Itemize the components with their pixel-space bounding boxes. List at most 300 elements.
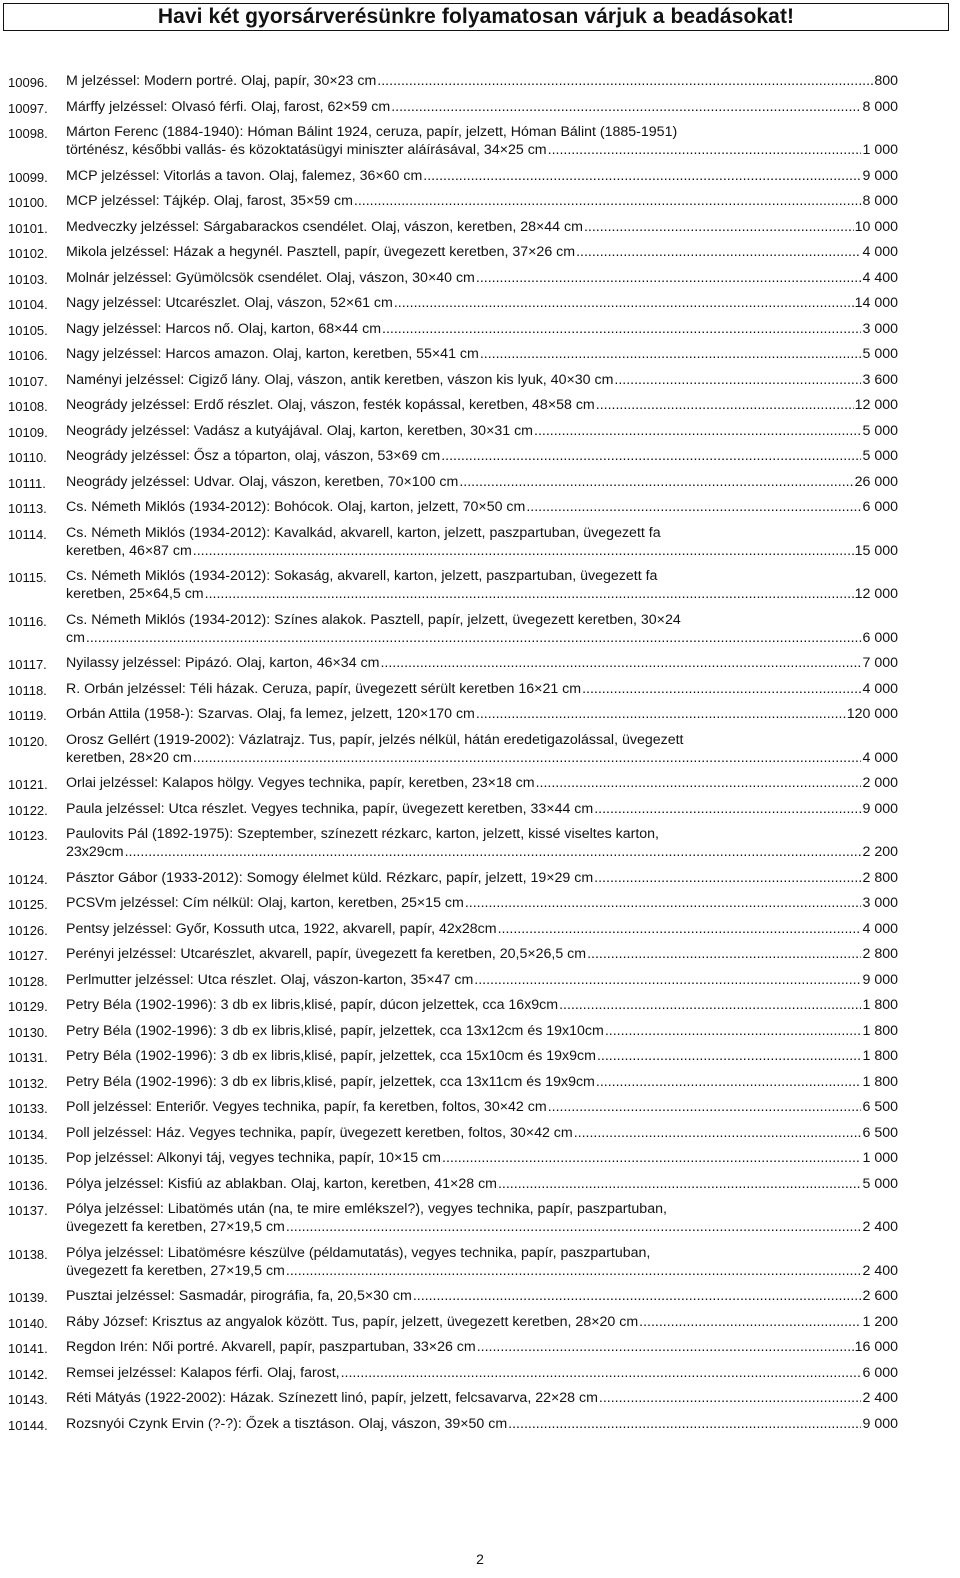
lot-price: 26 000 (854, 473, 898, 490)
lot-price: 12 000 (854, 397, 898, 413)
lot-number: 10136. (8, 1177, 48, 1193)
lot-item (0, 567, 960, 603)
lot-price: 12 000 (854, 586, 898, 602)
lot-number: 10134. (8, 1126, 48, 1142)
lot-text: 23x29cm (66, 844, 124, 860)
lot-number: 10110. (8, 450, 47, 465)
lot-item (0, 1124, 960, 1142)
lot-description (66, 1124, 898, 1142)
lot-description (66, 123, 898, 159)
lot-text-line (66, 611, 898, 629)
lot-price-line (66, 1364, 898, 1382)
lot-description (66, 218, 898, 236)
lot-price: 5 000 (862, 448, 898, 464)
lot-text-line (66, 567, 898, 585)
dot-leader (476, 705, 846, 723)
lot-text: M jelzéssel: Modern portré. Olaj, papír, 30×23 cm (66, 73, 377, 89)
lot-description (66, 167, 898, 185)
lot-item (0, 1022, 960, 1040)
dot-leader (476, 269, 862, 287)
lot-text: MCP jelzéssel: Tájkép. Olaj, farost, 35×59 cm (66, 193, 353, 209)
lot-number: 10124. (8, 871, 48, 887)
lot-item (0, 1389, 960, 1407)
lot-text-line (66, 731, 898, 749)
lot-price-line (66, 192, 898, 210)
lot-item (0, 524, 960, 560)
lot-price: 2 400 (862, 1262, 898, 1279)
lot-number: 10113. (8, 501, 47, 516)
lot-text: Márton Ferenc (1884-1940): Hóman Bálint 1924, ceruza, papír, jelzett, Hóman Bálint (1885-1951) (66, 124, 678, 140)
lot-price: 6 000 (862, 629, 898, 646)
lot-number: 10109. (8, 424, 48, 440)
lot-description (66, 98, 898, 116)
lot-price-line (66, 680, 898, 698)
lot-text-line (66, 524, 898, 542)
lot-item (0, 1073, 960, 1091)
lot-description (66, 1200, 898, 1236)
lot-item (0, 654, 960, 672)
dot-leader (548, 141, 862, 159)
lot-item (0, 1338, 960, 1356)
dot-leader (286, 1218, 862, 1236)
lot-price-line (66, 141, 898, 159)
lot-price-line (66, 774, 898, 792)
lot-price: 2 800 (862, 946, 898, 962)
lot-text: üvegezett fa keretben, 27×19,5 cm (66, 1262, 285, 1279)
lot-description (66, 1149, 898, 1167)
lot-number: 10111. (8, 475, 46, 491)
lot-description (66, 294, 898, 312)
lot-description (66, 422, 898, 440)
lot-price-line (66, 894, 898, 912)
lot-item (0, 731, 960, 767)
lot-price: 7 000 (862, 655, 898, 671)
lot-price-line (66, 843, 898, 861)
lot-text: Cs. Németh Miklós (1934-2012): Bohócok. Olaj, karton, jelzett, 70×50 cm (66, 499, 526, 515)
lot-text: Paulovits Pál (1892-1975): Szeptember, színezett rézkarc, karton, jelzett, kissé viseltes karton, (66, 826, 659, 842)
lot-price-line (66, 1313, 898, 1331)
dot-leader (584, 218, 854, 236)
lot-price: 1 800 (862, 997, 898, 1013)
lot-price: 16 000 (854, 1339, 898, 1355)
dot-leader (582, 680, 861, 698)
lot-number: 10105. (8, 322, 48, 338)
lot-text: Pólya jelzéssel: Libatömés után (na, te mire emlékszel?), vegyes technika, papír, paszpartuban, (66, 1201, 667, 1217)
lot-price: 1 000 (862, 1150, 898, 1166)
lot-price: 2 600 (862, 1288, 898, 1304)
lot-text: Cs. Németh Miklós (1934-2012): Színes alakok. Pasztell, papír, jelzett, üvegezett keretben, 30×24 (66, 611, 681, 628)
lot-description (66, 1415, 898, 1433)
lot-text: Nagy jelzéssel: Harcos nő. Olaj, karton, 68×44 cm (66, 320, 382, 337)
lot-price-line (66, 1218, 898, 1236)
lot-number: 10138. (8, 1246, 48, 1262)
lot-text: Pusztai jelzéssel: Sasmadár, pirográfia, fa, 20,5×30 cm (66, 1288, 412, 1304)
lot-description (66, 1073, 898, 1091)
lot-text: Márffy jelzéssel: Olvasó férfi. Olaj, farost, 62×59 cm (66, 98, 391, 115)
lot-number: 10128. (8, 973, 48, 989)
lot-number: 10119. (8, 708, 47, 723)
lot-number: 10122. (8, 802, 48, 818)
lot-item (0, 98, 960, 116)
lot-text: Petry Béla (1902-1996): 3 db ex libris,klisé, papír, jelzettek, cca 13x12cm és 19x10cm (66, 1022, 604, 1039)
lot-item (0, 269, 960, 287)
lot-number: 10108. (8, 399, 48, 414)
dot-leader (465, 894, 862, 912)
lot-price: 6 000 (862, 1364, 898, 1381)
lot-description (66, 1313, 898, 1331)
lot-description (66, 567, 898, 603)
lot-price-line (66, 1073, 898, 1091)
lot-price: 9 000 (862, 1415, 898, 1432)
lot-text: Ráby József: Krisztus az angyalok között. Tus, papír, jelzett, üvegezett keretben, 28×20 cm (66, 1313, 639, 1330)
lot-price-line (66, 1124, 898, 1142)
dot-leader (526, 498, 861, 516)
lot-price: 4 000 (862, 920, 898, 937)
lot-description (66, 731, 898, 767)
lot-item (0, 473, 960, 491)
lot-price-line (66, 1175, 898, 1193)
lot-text: történész, későbbi vallás- és közoktatásügyi miniszter aláírásával, 34×25 cm (66, 142, 547, 158)
lot-text: Paula jelzéssel: Utca részlet. Vegyes technika, papír, üvegezett keretben, 33×44 cm (66, 800, 594, 817)
announcement-text: Havi két gyorsárverésünkre folyamatosan várjuk a beadásokat! (157, 5, 795, 28)
lot-price: 6 000 (862, 499, 898, 515)
lot-item (0, 971, 960, 989)
lot-price: 5 000 (862, 422, 898, 439)
lot-text: Orbán Attila (1958-): Szarvas. Olaj, fa lemez, jelzett, 120×170 cm (66, 706, 475, 722)
lot-item (0, 396, 960, 414)
lot-price: 120 000 (846, 706, 898, 722)
dot-leader (508, 1415, 861, 1433)
lot-description (66, 1175, 898, 1193)
lot-description (66, 800, 898, 818)
lot-description (66, 1287, 898, 1305)
lot-text: Perlmutter jelzéssel: Utca részlet. Olaj, vászon-karton, 35×47 cm (66, 971, 474, 988)
lot-description (66, 473, 898, 491)
lot-number: 10130. (8, 1024, 48, 1040)
lot-price: 3 600 (862, 371, 898, 388)
lot-number: 10139. (8, 1290, 48, 1305)
dot-leader (442, 1149, 861, 1167)
lot-description (66, 1389, 898, 1407)
lot-price-line (66, 473, 898, 491)
lot-text: keretben, 25×64,5 cm (66, 586, 204, 602)
lot-price-line (66, 654, 898, 672)
lot-text: Mikola jelzéssel: Házak a hegynél. Pasztell, papír, üvegezett keretben, 37×26 cm (66, 244, 576, 260)
dot-leader (594, 800, 861, 818)
lot-number: 10141. (8, 1341, 48, 1356)
dot-leader (441, 447, 861, 465)
lot-item (0, 1244, 960, 1280)
lot-item (0, 611, 960, 647)
dot-leader (559, 996, 861, 1014)
lot-text: keretben, 28×20 cm (66, 749, 192, 766)
lot-price-line (66, 1047, 898, 1065)
dot-leader (498, 920, 862, 938)
lot-text: R. Orbán jelzéssel: Téli házak. Ceruza, papír, üvegezett sérült keretben 16×21 cm (66, 680, 582, 697)
dot-leader (377, 72, 873, 90)
lot-price-line (66, 218, 898, 236)
lot-item (0, 705, 960, 723)
dot-leader (596, 396, 854, 414)
lot-item (0, 167, 960, 185)
lot-number: 10102. (8, 246, 48, 261)
lot-price-line (66, 498, 898, 516)
lot-price: 5 000 (862, 1175, 898, 1192)
lot-price: 5 000 (862, 346, 898, 362)
dot-leader (605, 1022, 862, 1040)
dot-leader (394, 294, 854, 312)
lot-price: 4 000 (862, 680, 898, 697)
lot-price: 800 (874, 73, 898, 89)
dot-leader (594, 869, 861, 887)
lot-item (0, 1047, 960, 1065)
lot-price-line (66, 869, 898, 887)
lot-price: 2 000 (862, 775, 898, 791)
dot-leader (86, 629, 862, 647)
lot-item (0, 774, 960, 792)
dot-leader (380, 654, 861, 672)
lot-text-line (66, 825, 898, 843)
lot-description (66, 680, 898, 698)
lot-number: 10114. (8, 526, 47, 542)
lot-text: Regdon Irén: Női portré. Akvarell, papír, paszpartuban, 33×26 cm (66, 1339, 476, 1355)
lot-text: Pólya jelzéssel: Libatömésre készülve (példamutatás), vegyes technika, papír, paszpartuban, (66, 1244, 651, 1261)
lot-number: 10129. (8, 999, 48, 1014)
lot-text: Réti Mátyás (1922-2002): Házak. Színezett linó, papír, jelzett, felcsavarva, 22×28 cm (66, 1390, 598, 1406)
lot-description (66, 920, 898, 938)
lot-description (66, 447, 898, 465)
lot-price-line (66, 705, 898, 723)
lot-description (66, 611, 898, 647)
lot-price-line (66, 72, 898, 90)
lot-description (66, 320, 898, 338)
dot-leader (534, 422, 861, 440)
lot-number: 10103. (8, 271, 48, 287)
lot-item (0, 1415, 960, 1433)
dot-leader (474, 971, 861, 989)
lot-number: 10098. (8, 126, 48, 141)
lot-price: 6 500 (862, 1099, 898, 1115)
lot-description (66, 945, 898, 963)
lot-text: Neogrády jelzéssel: Ősz a tóparton, olaj, vászon, 53×69 cm (66, 448, 441, 464)
dot-leader (480, 345, 862, 363)
lot-number: 10143. (8, 1392, 48, 1407)
lot-text: üvegezett fa keretben, 27×19,5 cm (66, 1219, 285, 1235)
lot-price: 9 000 (862, 167, 898, 184)
dot-leader (423, 167, 861, 185)
lot-number: 10132. (8, 1075, 48, 1091)
lot-item (0, 72, 960, 90)
lot-description (66, 1244, 898, 1280)
lot-price-line (66, 167, 898, 185)
lot-price-line (66, 1149, 898, 1167)
lot-text: Nagy jelzéssel: Harcos amazon. Olaj, karton, keretben, 55×41 cm (66, 346, 479, 362)
lot-description (66, 825, 898, 861)
lot-price-line (66, 1262, 898, 1280)
lot-price: 10 000 (854, 218, 898, 235)
lot-price-line (66, 294, 898, 312)
lot-item (0, 945, 960, 963)
lot-item (0, 218, 960, 236)
lot-text: Perényi jelzéssel: Utcarészlet, akvarell, papír, üvegezett fa keretben, 20,5×26,5 cm (66, 946, 587, 962)
dot-leader (354, 192, 862, 210)
lot-item (0, 869, 960, 887)
lot-price-line (66, 371, 898, 389)
dot-leader (587, 945, 861, 963)
lot-description (66, 996, 898, 1014)
dot-leader (498, 1175, 862, 1193)
lot-number: 10137. (8, 1203, 48, 1218)
lot-price-line (66, 629, 898, 647)
lot-item (0, 800, 960, 818)
lot-item (0, 1364, 960, 1382)
lot-description (66, 243, 898, 261)
dot-leader (382, 320, 861, 338)
dot-leader (341, 1364, 862, 1382)
lot-item (0, 123, 960, 159)
lot-text-line (66, 1244, 898, 1262)
dot-leader (286, 1262, 862, 1280)
lot-description (66, 1338, 898, 1356)
lot-item (0, 294, 960, 312)
lot-description (66, 654, 898, 672)
dot-leader (193, 542, 854, 560)
dot-leader (576, 243, 861, 261)
lot-price-line (66, 1022, 898, 1040)
lot-number: 10121. (8, 777, 48, 792)
lot-text: Orlai jelzéssel: Kalapos hölgy. Vegyes technika, papír, keretben, 23×18 cm (66, 775, 535, 791)
lot-number: 10133. (8, 1101, 48, 1116)
lot-price-line (66, 243, 898, 261)
lot-text: Naményi jelzéssel: Cigiző lány. Olaj, vászon, antik keretben, vászon kis lyuk, 40×30 cm (66, 371, 614, 388)
lot-price-line (66, 920, 898, 938)
lot-number: 10123. (8, 828, 48, 843)
lot-number: 10107. (8, 373, 48, 389)
lot-number: 10099. (8, 169, 48, 185)
lot-text: keretben, 46×87 cm (66, 542, 192, 559)
lot-price: 2 200 (862, 844, 898, 860)
announcement-banner (3, 3, 949, 31)
lot-description (66, 192, 898, 210)
lot-item (0, 1098, 960, 1116)
lot-text: Petry Béla (1902-1996): 3 db ex libris,klisé, papír, jelzettek, cca 13x11cm és 19x9cm (66, 1073, 595, 1090)
lot-description (66, 774, 898, 792)
lot-price: 15 000 (854, 542, 898, 559)
lot-number: 10120. (8, 733, 48, 749)
lot-price: 1 800 (862, 1073, 898, 1090)
lot-item (0, 192, 960, 210)
lot-item (0, 1149, 960, 1167)
lot-description (66, 524, 898, 560)
dot-leader (459, 473, 853, 491)
lot-price-line (66, 422, 898, 440)
lot-description (66, 869, 898, 887)
lot-number: 10100. (8, 195, 48, 210)
dot-leader (574, 1124, 862, 1142)
lot-text: Neogrády jelzéssel: Erdő részlet. Olaj, vászon, festék kopással, keretben, 48×58 cm (66, 397, 595, 413)
lot-item (0, 1175, 960, 1193)
lot-text: Petry Béla (1902-1996): 3 db ex libris,klisé, papír, dúcon jelzettek, cca 16x9cm (66, 997, 559, 1013)
lot-text: Cs. Németh Miklós (1934-2012): Kavalkád, akvarell, karton, jelzett, paszpartuban, üvegezett fa (66, 524, 661, 541)
lot-price: 1 800 (862, 1048, 898, 1064)
lot-price: 1 200 (862, 1313, 898, 1330)
lot-text: Remsei jelzéssel: Kalapos férfi. Olaj, farost, (66, 1364, 340, 1381)
lot-text: Petry Béla (1902-1996): 3 db ex libris,klisé, papír, jelzettek, cca 15x10cm és 19x9cm (66, 1048, 596, 1064)
lot-price: 14 000 (854, 295, 898, 311)
lot-item (0, 320, 960, 338)
lot-price-line (66, 1287, 898, 1305)
lot-description (66, 396, 898, 414)
lot-number: 10140. (8, 1315, 48, 1331)
lot-price-line (66, 585, 898, 603)
lot-number: 10101. (8, 220, 48, 236)
lot-price-line (66, 996, 898, 1014)
dot-leader (597, 1047, 862, 1065)
lot-list (0, 72, 960, 1440)
lot-text: Cs. Németh Miklós (1934-2012): Sokaság, akvarell, karton, jelzett, paszpartuban, üvegezett fa (66, 568, 658, 584)
lot-item (0, 1313, 960, 1331)
lot-description (66, 345, 898, 363)
lot-price-line (66, 1338, 898, 1356)
lot-price: 1 800 (862, 1022, 898, 1039)
dot-leader (193, 749, 862, 767)
lot-text: Neogrády jelzéssel: Udvar. Olaj, vászon, keretben, 70×100 cm (66, 473, 459, 490)
lot-item (0, 1200, 960, 1236)
lot-price: 4 000 (862, 749, 898, 766)
lot-number: 10106. (8, 348, 48, 363)
lot-price: 4 000 (862, 244, 898, 260)
lot-item (0, 422, 960, 440)
lot-price-line (66, 320, 898, 338)
dot-leader (596, 1073, 862, 1091)
lot-price: 9 000 (862, 800, 898, 817)
lot-price-line (66, 749, 898, 767)
lot-text: Nagy jelzéssel: Utcarészlet. Olaj, vászon, 52×61 cm (66, 295, 393, 311)
lot-price-line (66, 1098, 898, 1116)
lot-description (66, 1098, 898, 1116)
lot-price: 8 000 (862, 98, 898, 115)
lot-item (0, 498, 960, 516)
lot-price-line (66, 396, 898, 414)
lot-number: 10142. (8, 1366, 48, 1382)
lot-text: Pólya jelzéssel: Kisfiú az ablakban. Olaj, karton, keretben, 41×28 cm (66, 1175, 497, 1192)
lot-price: 2 400 (862, 1390, 898, 1406)
dot-leader (477, 1338, 854, 1356)
lot-description (66, 498, 898, 516)
dot-leader (391, 98, 861, 116)
lot-text: Pop jelzéssel: Alkonyi táj, vegyes technika, papír, 10×15 cm (66, 1150, 441, 1166)
lot-text: Nyilassy jelzéssel: Pipázó. Olaj, karton, 46×34 cm (66, 655, 380, 671)
lot-text: cm (66, 629, 85, 646)
lot-number: 10125. (8, 897, 48, 912)
lot-description (66, 1364, 898, 1382)
lot-text: Orosz Gellért (1919-2002): Vázlatrajz. Tus, papír, jelzés nélkül, hátán eredetigazolással, üvegezett (66, 731, 684, 748)
lot-description (66, 705, 898, 723)
lot-price: 1 000 (862, 142, 898, 158)
page-number: 2 (476, 1551, 484, 1567)
lot-text: Poll jelzéssel: Ház. Vegyes technika, papír, üvegezett keretben, foltos, 30×42 cm (66, 1124, 573, 1141)
dot-leader (413, 1287, 862, 1305)
dot-leader (548, 1098, 862, 1116)
lot-item (0, 680, 960, 698)
lot-text-line (66, 1200, 898, 1218)
lot-number: 10116. (8, 613, 47, 629)
lot-number: 10127. (8, 948, 48, 963)
dot-leader (205, 585, 854, 603)
lot-price-line (66, 1415, 898, 1433)
lot-item (0, 243, 960, 261)
lot-price: 8 000 (862, 193, 898, 209)
